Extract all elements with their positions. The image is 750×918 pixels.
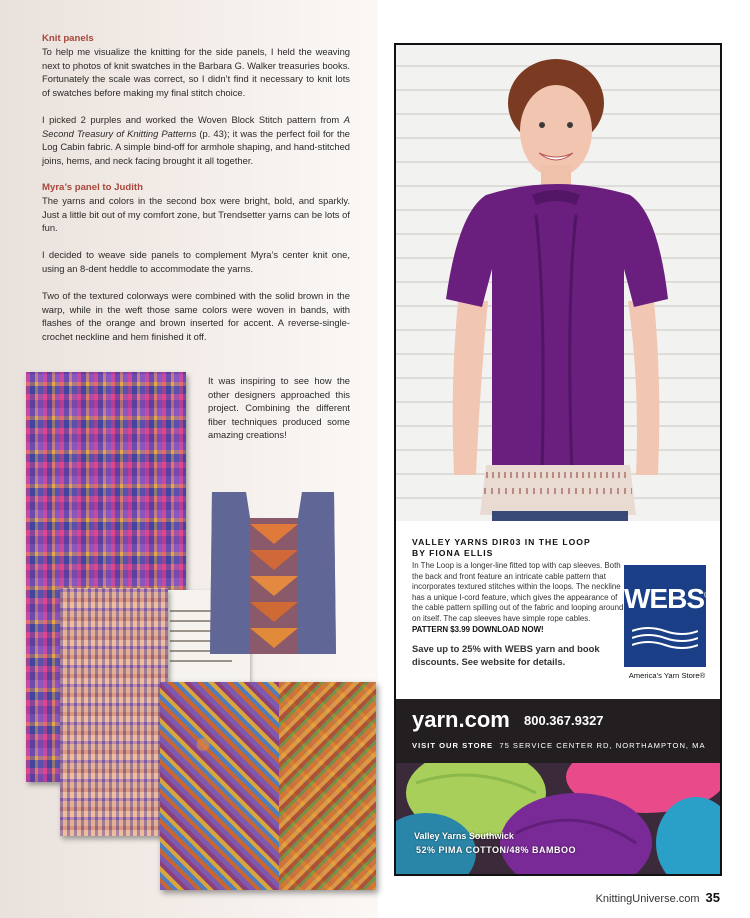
ad-copy xyxy=(412,537,626,668)
logo-registered: ® xyxy=(704,590,709,600)
phone-number: 800.367.9327 xyxy=(524,713,604,728)
paragraph-4: I decided to weave side panels to complement Myra’s center knit one, using an 8-dent heddle to accommodate the yarns. xyxy=(42,249,350,274)
heading-knit-panels: Knit panels xyxy=(42,33,94,44)
weaving-photo-peach xyxy=(60,588,168,836)
webs-logo-text: WEBS xyxy=(624,583,704,614)
ad-description: In The Loop is a longer-line fitted top with cap sleeves. Both the back and front feature an intricate cable pattern that incorporates textured stitches within the loops. The neckline has a unique I-cord feature, which gives the appearance of the cable pattern spilling out of the fabric and looping around on itself. The cap sleeves have simple rope cables. PATTERN $3.99 DOWNLOAD NOW! xyxy=(412,561,624,634)
website-link[interactable]: yarn.com xyxy=(412,707,510,732)
footer-site[interactable]: KnittingUniverse.com xyxy=(595,893,700,905)
paragraph-3: The yarns and colors in the second box were bright, bold, and sparkly. Just a little bit out of my comfort zone, but Trendsetter yarns can be lots of fun. xyxy=(42,194,350,234)
aside-text: It was inspiring to see how the other designers approached this project. Combining the different fiber techniques produced some amazing creations! xyxy=(208,375,350,441)
weaving-texture-orange xyxy=(279,682,376,890)
webs-advertisement xyxy=(394,43,722,876)
contact-band xyxy=(396,699,720,763)
webs-logo-box xyxy=(624,565,709,667)
webs-tagline: America’s Yarn Store® xyxy=(628,671,706,680)
yarn-photo xyxy=(396,763,720,876)
wave-icon xyxy=(632,625,698,651)
paragraph-1: To help me visualize the knitting for the side panels, I held the weaving next to photos of knit swatches in the Barbara G. Walker treasuries books. Fortunately the scale was correct, so I didn’t find it necessary to knit lots of swatches before making my final stitch choice. xyxy=(42,46,350,98)
article-text xyxy=(42,32,350,357)
yarn-name: Valley Yarns Southwick xyxy=(414,831,514,841)
page-footer xyxy=(596,890,720,905)
paragraph-5: Two of the textured colorways were combined with the solid brown in the warp, while in the weft those same colors were woven in bands, with flashes of the orange and brown inserted for accent. A reverse-single-crochet neckline and hem finished it off. xyxy=(42,290,350,342)
ad-discount: Save up to 25% with WEBS yarn and book discounts. See website for details. xyxy=(412,643,600,667)
yarn-fiber: 52% PIMA COTTON/48% BAMBOO xyxy=(416,845,577,855)
pattern-price[interactable]: PATTERN $3.99 DOWNLOAD NOW! xyxy=(412,624,544,634)
weaving-photo-textured xyxy=(160,682,376,890)
store-address: VISIT OUR STORE 75 SERVICE CENTER RD, NORTHAMPTON, MA xyxy=(412,741,706,750)
ad-title: VALLEY YARNS DIR03 IN THE LOOP xyxy=(412,537,591,547)
page-number: 35 xyxy=(705,890,720,905)
webs-logo xyxy=(624,565,710,680)
book-title: A Second Treasury of Knitting Patterns xyxy=(42,113,350,139)
knit-vest-photo xyxy=(206,488,342,658)
ad-designer: BY FIONA ELLIS xyxy=(412,548,494,558)
heading-myras-panel: Myra’s panel to Judith xyxy=(42,181,143,193)
paragraph-2: I picked 2 purples and worked the Woven Block Stitch pattern from A Second Treasury of Knitting Patterns (p. 43); it was the perfect foil for the Log Cabin fabric. A simple bind-off for armhole shaping, and hand-stitched joins, hems, and neck facing brought it all together. xyxy=(42,113,351,166)
model-photo xyxy=(396,45,720,521)
